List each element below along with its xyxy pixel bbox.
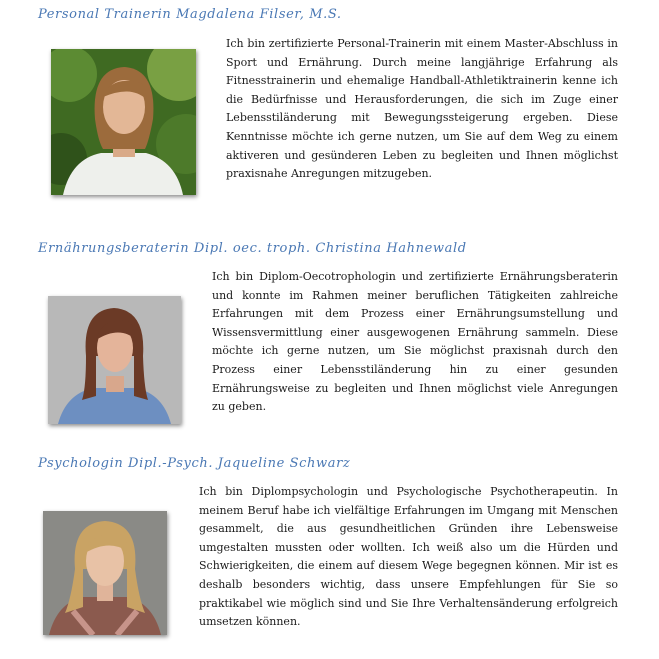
profile-heading-nutritionist: Ernährungsberaterin Dipl. oec. troph. Christina Hahnewald	[38, 241, 467, 256]
portrait-photo-trainer	[51, 49, 196, 195]
profile-bio-psychologist: Ich bin Diplompsychologin und Psychologische Psychotherapeutin. In meinem Beruf habe ich vielfältige Erfahrungen im Umgang mit Menschen gesammelt, die aus gesundheitlichen Gründen ihre Lebensweise umgestalten mussten oder wollten. Ich weiß also um die Hürden und Schwierigkeiten, die einem auf diesem Wege begegnen können. Mir ist es deshalb besonders wichtig, dass unsere Empfehlungen für Sie so praktikabel wie möglich sind und Sie Ihre Verhaltensänderung erfolgreich umsetzen können.	[199, 485, 618, 629]
profile-bio-trainer: Ich bin zertifizierte Personal-Trainerin mit einem Master-Abschluss in Sport und Ernährung. Durch meine langjährige Erfahrung als Fitnesstrainerin und ehemalige Handball-Athletiktrainerin kenne ich die Bedürfnisse und Herausforderungen, die sich im Zuge einer Lebensstiländerung mit Bewegungssteigerung ergeben. Diese Kenntnisse möchte ich gerne nutzen, um Sie auf dem Weg zu einem aktiveren und gesünderen Leben zu begleiten und Ihnen möglichst praxisnahe Anregungen mitzugeben.	[226, 37, 618, 181]
profile-heading-trainer: Personal Trainerin Magdalena Filser, M.S.	[38, 7, 342, 22]
profile-heading-psychologist: Psychologin Dipl.-Psych. Jaqueline Schwarz	[38, 456, 351, 471]
portrait-photo-psychologist	[43, 511, 167, 635]
portrait-photo-nutritionist	[48, 296, 181, 424]
profile-bio-nutritionist: Ich bin Diplom-Oecotrophologin und zertifizierte Ernährungsberaterin und konnte im Rahmen meiner beruflichen Tätigkeiten zahlreiche Erfahrungen mit dem Prozess einer Ernährungsumstellung und Wissensvermittlung einer ausgewogenen Ernährung sammeln. Diese möchte ich gerne nutzen, um Sie möglichst praxisnah durch den Prozess einer Lebensstiländerung hin zu einer gesunden Ernährungsweise zu begleiten und Ihnen möglichst viele Anregungen zu geben.	[212, 270, 618, 414]
